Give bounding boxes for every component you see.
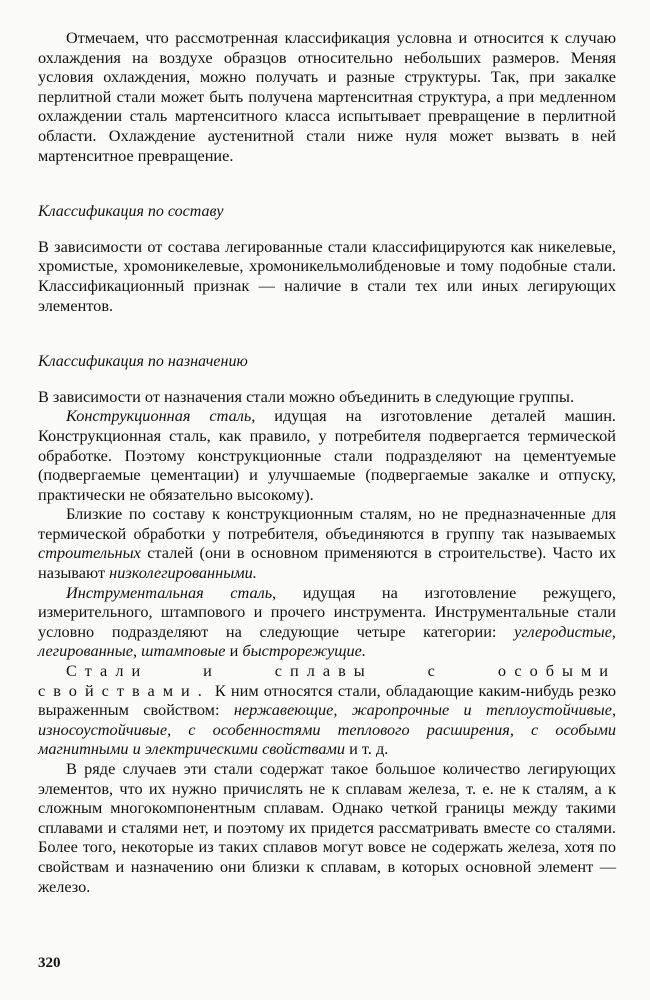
special-steels-text: К ним относятся стали, обладающие каким-нибудь резко выраженным свойством: [38, 680, 616, 720]
section-heading-composition: Классификация по составу [38, 203, 224, 221]
paragraph-composition: В зависимости от состава легированные стали классифицируются как никелевые, хромистые, хромоникелевые, хромоникельмолибденовые и тому подобные стали. Классификационный признак — наличие в стали тех или иных легирующих элементов. [38, 236, 616, 315]
category-die: штамповые [141, 641, 226, 661]
section-heading-purpose: Классификация по назначению [38, 353, 248, 371]
building-steel-text-2: сталей (они в основном применяются в строительстве). Часто их называют [38, 543, 616, 583]
category-carbon: углеродистые [514, 621, 612, 641]
category-high-speed: быстрорежущие. [242, 641, 366, 661]
category-separator: , [133, 641, 142, 661]
paragraph-building-steel [38, 504, 616, 582]
paragraph-cooling-note: Отмечаем, что рассмотренная классификация условна и относится к случаю охлаждения на воздухе образцов относительно небольших размеров. Меняя условия охлаждения, можно получать и разные структуры. Так, при закалке перлитной стали может быть получена мартенситная структура, а при медленном охлаждении сталь мартенситного класса испытывает превращение в перлитной области. Охлаждение аустенитной стали ниже нуля может вызвать в ней мартенситное превращение. [38, 28, 616, 165]
term-tool-steel: Инструментальная сталь [66, 582, 273, 602]
category-separator: и [225, 641, 243, 661]
term-structural-steel: Конструкционная сталь [66, 406, 252, 426]
page-number: 320 [38, 955, 61, 971]
paragraph-structural-steel [38, 406, 616, 504]
paragraph-special-steels [38, 661, 616, 759]
building-steel-text-1: Близкие по составу к конструкционным сталям, но не предназначенные для термической обработки у потребителя, объединяются в группу так называемых [38, 504, 616, 543]
tool-steel-text: , идущая на изготовление режущего, измерительного, штампового и прочего инструмента. Инструментальные стали условно подразделяют на следующие четыре категории: [38, 582, 616, 641]
category-alloyed: легированные [38, 641, 134, 661]
page-body [38, 28, 616, 896]
paragraph-purpose-intro: В зависимости от назначения стали можно объединить в следующие группы. [38, 386, 575, 406]
term-low-alloy: низколегированными. [109, 563, 257, 583]
special-properties-list: нержавеющие, жаропрочные и теплоустойчивые, износоустойчивые, с особенностями теплового расширения, с особыми магнитными и электрическими свойствами [38, 700, 617, 759]
special-steels-tail: и т. д. [345, 739, 389, 759]
paragraph-final: В ряде случаев эти стали содержат такое большое количество легирующих элементов, что их нужно причислять не к сплавам железа, т. е. не к сталям, а к сложным многокомпонентным сплавам. Однако четкой границы между такими сплавами и сталями нет, и поэтому их придется рассматривать вместе со сталями. Более того, некоторые из таких сплавов могут вовсе не содержать железа, хотя по свойствам и назначению они близки к сплавам, в которых основной элемент — железо. [38, 759, 616, 896]
special-steels-heading: Стали и сплавы с особыми свойствами. [38, 661, 616, 700]
structural-steel-text: , идущая на изготовление деталей машин. Конструкционная сталь, как правило, у потребителя подвергается термической обработке. Поэтому конструкционные стали подразделяют на цементуемые (подвергаемые цементации) и улучшаемые (подвергаемые закалке и отпуску, практически не обязательно высокому). [38, 406, 616, 504]
term-building: строительных [38, 543, 141, 563]
paragraph-tool-steel [38, 583, 616, 661]
category-separator: , [611, 621, 616, 641]
